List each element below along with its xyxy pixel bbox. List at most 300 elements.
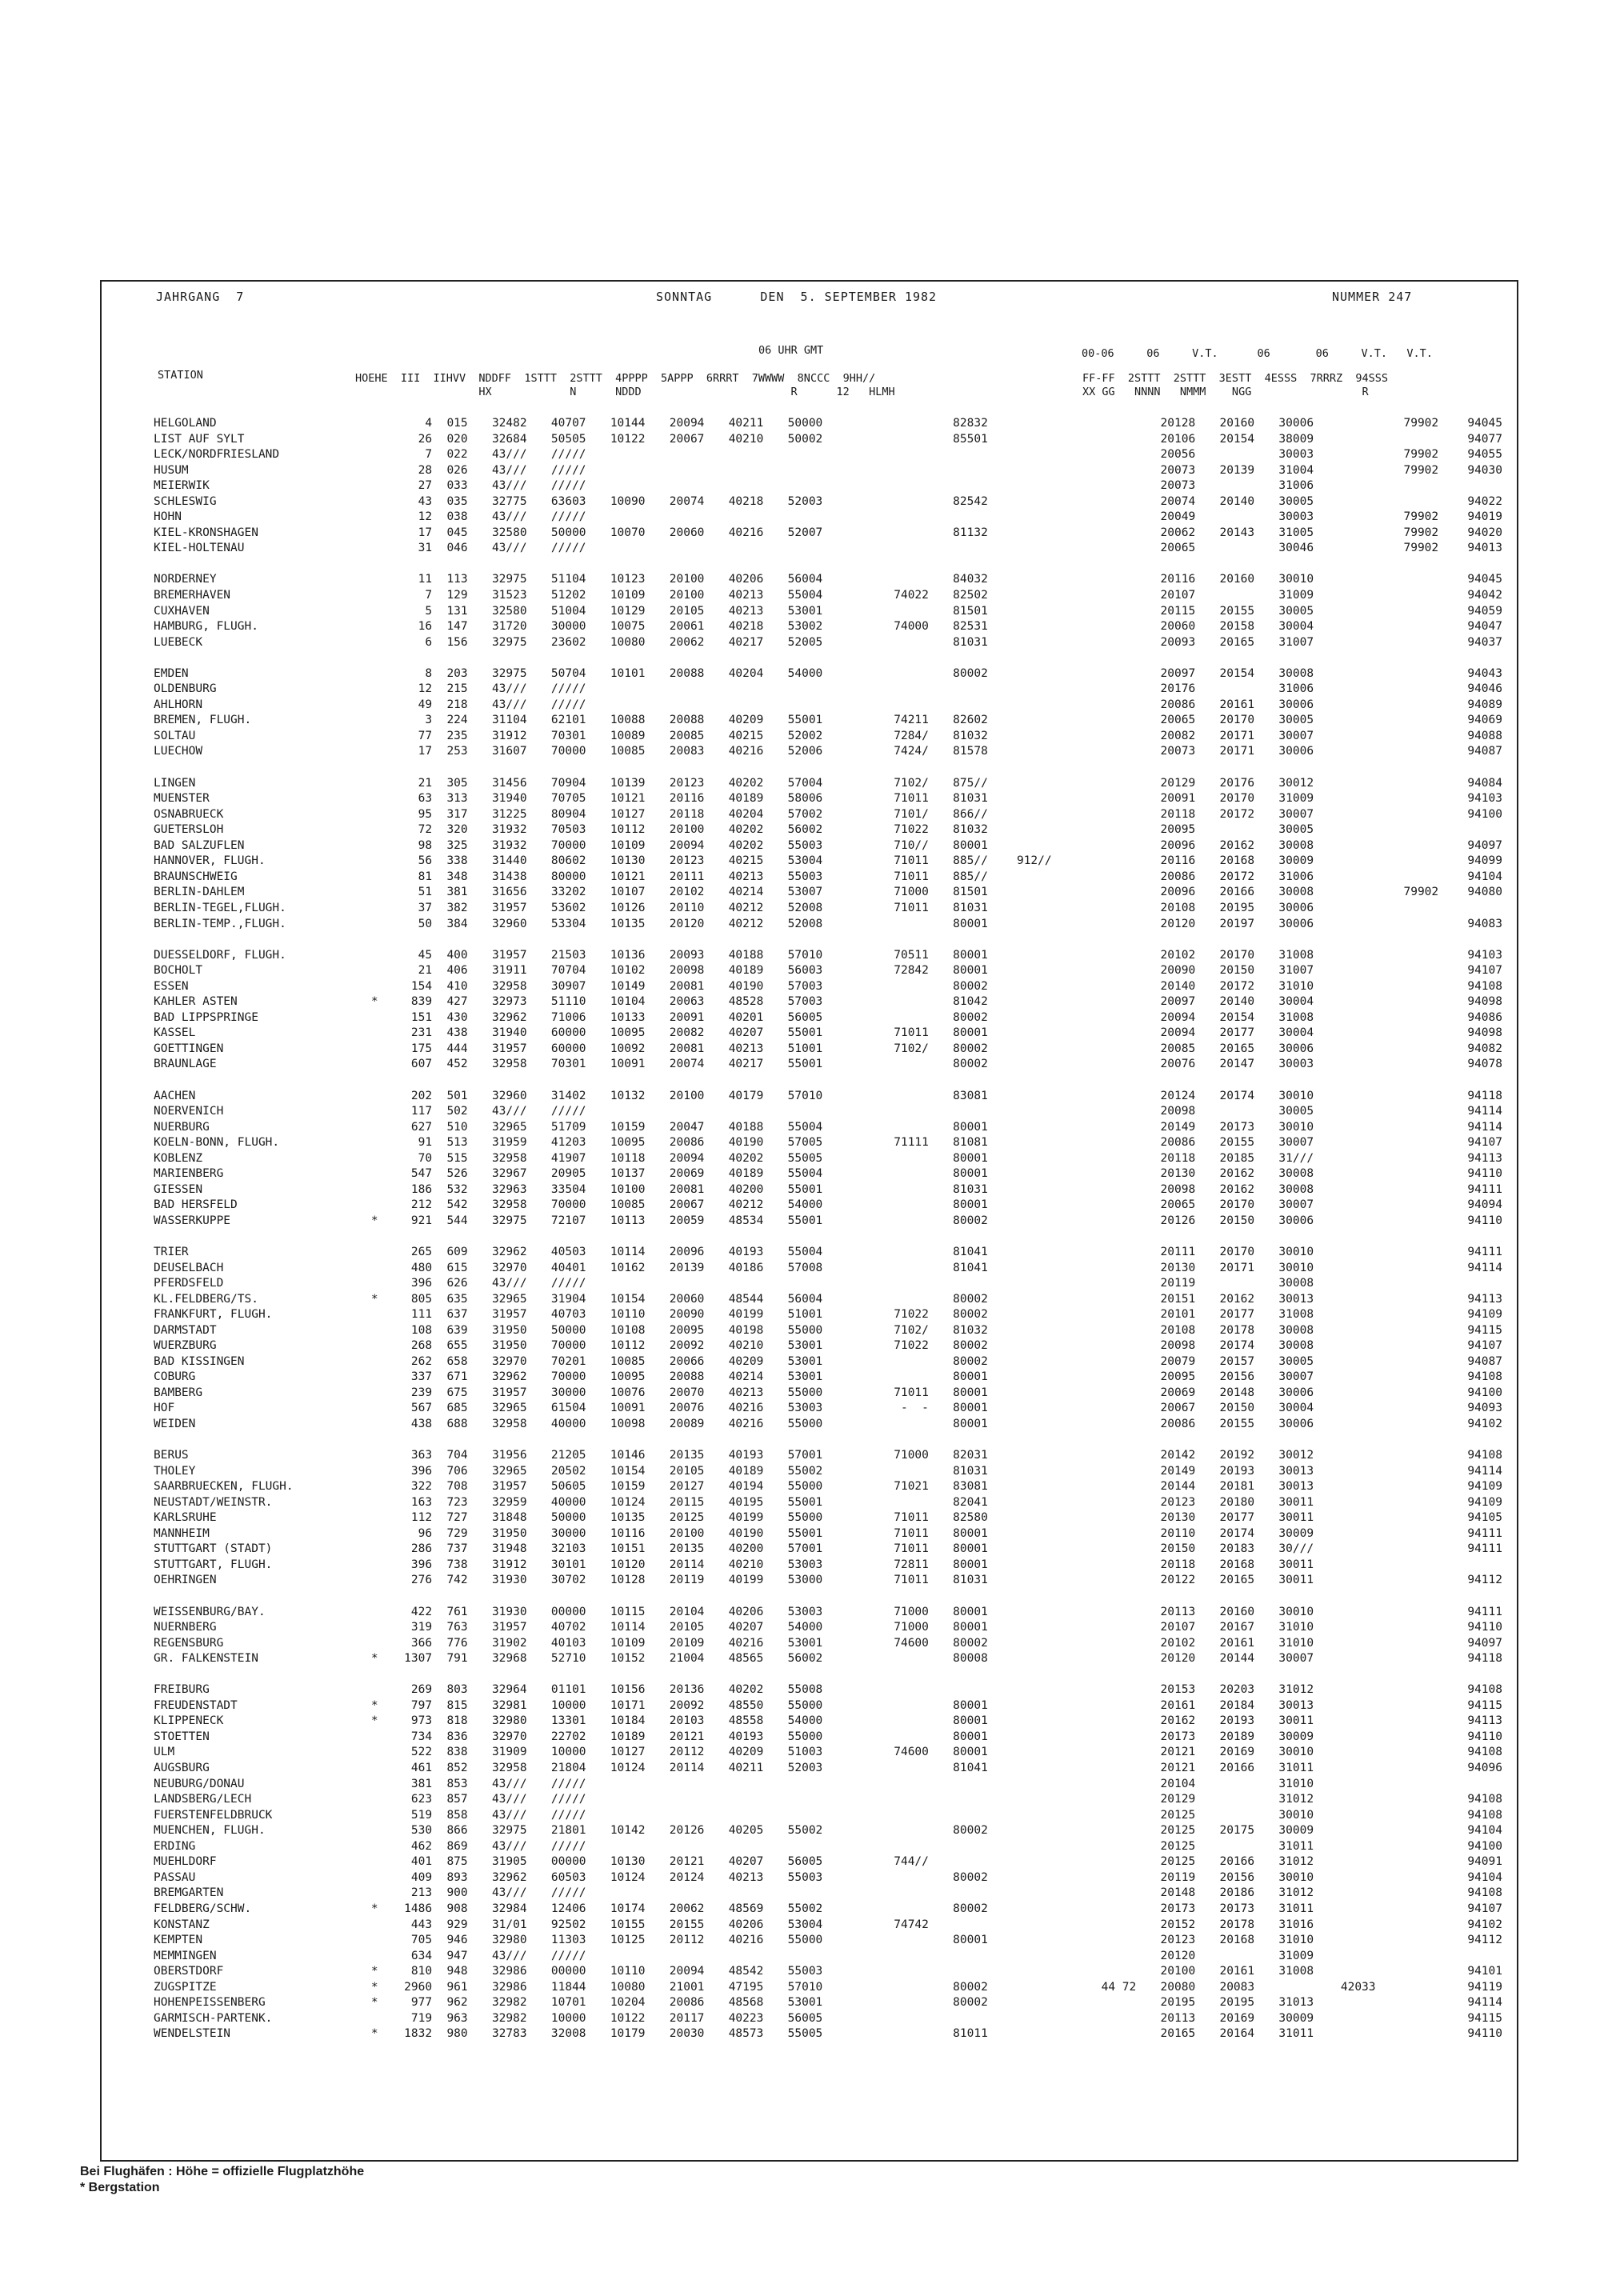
table-row <box>154 838 1506 854</box>
code-7wwww: 71011 <box>894 870 929 883</box>
code-9hh <box>991 635 1055 651</box>
station-name: FELDBERG/SCHW. <box>154 1902 252 1915</box>
table-row <box>154 1995 1506 2011</box>
code-9hh <box>991 1323 1055 1339</box>
code-nddff: 10000 <box>550 2011 586 2025</box>
code-7rrrz <box>1379 1949 1442 1965</box>
table-row <box>154 963 1506 979</box>
code-4esss <box>1317 1182 1378 1198</box>
code-4esss <box>1317 604 1378 620</box>
station-name: BOCHOLT <box>154 964 203 978</box>
code-7rrrz <box>1379 1307 1442 1323</box>
code-7rrrz <box>1379 744 1442 760</box>
code-2sttt-max: 20148 <box>1160 1886 1196 1900</box>
code-3estt: 30012 <box>1278 1449 1314 1462</box>
code-1sttt: 10139 <box>610 776 646 790</box>
code-94sss: 94045 <box>1467 573 1502 586</box>
table-row <box>154 1542 1506 1558</box>
code-nddff: ///// <box>550 682 586 696</box>
code-94sss: 94114 <box>1467 1261 1502 1274</box>
code-4esss <box>1317 1401 1378 1417</box>
code-2sttt-min <box>1198 1949 1258 1965</box>
code-4pppp: 40216 <box>728 1636 764 1650</box>
station-number: 947 <box>446 1949 468 1962</box>
station-name: WEISSENBURG/BAY. <box>154 1605 266 1618</box>
code-7rrrz <box>1379 432 1442 448</box>
code-1sttt: 10085 <box>610 1354 646 1368</box>
table-row <box>154 1495 1506 1511</box>
code-6rrrt <box>826 1605 868 1621</box>
code-7rrrz <box>1379 1777 1442 1793</box>
code-8nccc: 82041 <box>953 1495 988 1509</box>
table-row <box>154 447 1506 463</box>
code-4esss <box>1317 1042 1378 1058</box>
code-94sss: 94108 <box>1467 1746 1502 1759</box>
height-value: 319 <box>410 1621 433 1634</box>
code-8nccc: 80001 <box>953 1730 988 1743</box>
station-name: LECK/NORDFRIESLAND <box>154 448 280 462</box>
code-1sttt <box>590 1104 649 1120</box>
code-5appp: 51001 <box>787 1042 823 1055</box>
code-7rrrz <box>1379 572 1442 588</box>
mountain-mark <box>370 1354 390 1370</box>
code-5appp: 56004 <box>787 1292 823 1306</box>
height-value: 51 <box>418 886 433 899</box>
code-7wwww <box>868 1417 932 1433</box>
code-7wwww: 7102/ <box>894 1042 929 1055</box>
code-3estt: 31010 <box>1278 1621 1314 1634</box>
code-2sttt-min: 20161 <box>1219 1636 1255 1650</box>
code-7wwww <box>868 1089 932 1105</box>
code-4pppp: 40213 <box>728 1386 764 1399</box>
code-1sttt: 10125 <box>610 1934 646 1947</box>
code-4pppp: 48565 <box>728 1652 764 1666</box>
station-number: 348 <box>446 870 468 883</box>
code-9hh <box>991 979 1055 995</box>
table-row <box>154 1698 1506 1714</box>
code-4esss <box>1317 1620 1378 1636</box>
code-1sttt <box>590 1886 649 1902</box>
mountain-mark: * <box>370 1652 378 1666</box>
code-3estt: 31006 <box>1278 682 1314 696</box>
code-1sttt: 10149 <box>610 979 646 993</box>
code-7wwww <box>868 416 932 432</box>
code-2sttt-max: 20176 <box>1160 682 1196 696</box>
code-2sttt-max: 20144 <box>1160 1480 1196 1494</box>
code-4pppp: 48550 <box>728 1698 764 1712</box>
code-ff-ff <box>1055 744 1140 760</box>
height-value: 396 <box>410 1464 433 1478</box>
code-8nccc: 82602 <box>953 714 988 727</box>
code-8nccc <box>932 1792 991 1808</box>
code-nddff: 53304 <box>550 917 586 930</box>
code-7rrrz <box>1379 1823 1442 1839</box>
code-9hh <box>991 948 1055 964</box>
height-value: 337 <box>410 1370 433 1384</box>
code-7rrrz <box>1379 1479 1442 1495</box>
code-4pppp: 40223 <box>728 2011 764 2025</box>
code-2sttt-min: 20197 <box>1219 917 1255 930</box>
code-2sttt-max: 20056 <box>1160 448 1196 462</box>
mountain-mark <box>370 447 390 463</box>
code-4pppp: 40209 <box>728 1354 764 1368</box>
table-row <box>154 713 1506 729</box>
height-value: 627 <box>410 1120 433 1134</box>
code-94sss: 94084 <box>1467 776 1502 790</box>
code-7wwww <box>868 1354 932 1370</box>
code-2sttt-max: 20096 <box>1160 886 1196 899</box>
code-ff-ff <box>1055 588 1140 604</box>
code-9hh <box>991 1401 1055 1417</box>
code-5appp: 55004 <box>787 589 823 602</box>
table-row <box>154 494 1506 510</box>
code-2sttt: 20124 <box>669 1870 705 1884</box>
code-6rrrt <box>826 1714 868 1730</box>
code-4pppp: 40205 <box>728 1824 764 1838</box>
code-nddff: 70705 <box>550 792 586 806</box>
code-2sttt-max: 20116 <box>1160 854 1196 868</box>
code-2sttt-min <box>1198 822 1258 838</box>
code-3estt: 30009 <box>1278 1824 1314 1838</box>
station-number: 313 <box>446 792 468 806</box>
code-9hh <box>991 1918 1055 1934</box>
code-8nccc: 81031 <box>953 1464 988 1478</box>
code-nddff: 70301 <box>550 729 586 742</box>
code-nddff: 40103 <box>550 1636 586 1650</box>
code-4esss <box>1317 1307 1378 1323</box>
code-ff-ff <box>1055 416 1140 432</box>
code-4pppp: 40194 <box>728 1480 764 1494</box>
code-3estt: 31005 <box>1278 526 1314 539</box>
code-7wwww <box>868 698 932 714</box>
code-6rrrt <box>826 1854 868 1870</box>
code-7rrrz <box>1379 1980 1442 1996</box>
height-value: 623 <box>410 1793 433 1806</box>
code-5appp: 51003 <box>787 1746 823 1759</box>
code-4pppp: 40193 <box>728 1449 764 1462</box>
code-8nccc: 81031 <box>953 792 988 806</box>
code-6rrrt <box>826 1526 868 1542</box>
code-9hh <box>991 1870 1055 1886</box>
code-5appp: 55001 <box>787 1495 823 1509</box>
code-2sttt: 20100 <box>669 1526 705 1540</box>
table-row <box>154 1651 1506 1667</box>
code-6rrrt <box>826 838 868 854</box>
code-2sttt: 20120 <box>669 917 705 930</box>
code-94sss: 94119 <box>1467 1980 1502 1994</box>
code-iihvv: 31959 <box>491 1136 527 1150</box>
code-nddff: ///// <box>550 1793 586 1806</box>
code-7rrrz <box>1379 1417 1442 1433</box>
code-iihvv: 43/// <box>491 510 527 524</box>
code-94sss: 94100 <box>1467 1839 1502 1853</box>
code-2sttt: 20067 <box>669 1198 705 1212</box>
station-name: LUEBECK <box>154 635 203 649</box>
code-9hh <box>991 1745 1055 1761</box>
station-name: BREMEN, FLUGH. <box>154 714 252 727</box>
table-row <box>154 1448 1506 1464</box>
code-4esss <box>1317 1370 1378 1386</box>
code-nddff: 10701 <box>550 1996 586 2010</box>
code-9hh <box>991 1151 1055 1167</box>
code-94sss: 94104 <box>1467 870 1502 883</box>
station-name: KOELN-BONN, FLUGH. <box>154 1136 280 1150</box>
code-9hh <box>991 1198 1055 1214</box>
code-1sttt: 10091 <box>610 1058 646 1071</box>
code-7wwww <box>868 682 932 698</box>
station-name: SCHLESWIG <box>154 494 217 508</box>
code-8nccc: 81031 <box>953 1574 988 1587</box>
code-ff-ff <box>1055 541 1140 557</box>
code-4pppp <box>707 682 766 698</box>
code-6rrrt <box>826 1292 868 1308</box>
code-4esss <box>1317 713 1378 729</box>
code-1sttt: 10109 <box>610 589 646 602</box>
code-2sttt: 20111 <box>669 870 705 883</box>
table-row <box>154 1214 1506 1230</box>
code-8nccc <box>932 1682 991 1698</box>
code-ff-ff <box>1055 1839 1140 1855</box>
code-3estt: 31/// <box>1278 1151 1314 1165</box>
code-ff-ff <box>1055 1730 1140 1746</box>
code-iihvv: 31902 <box>491 1636 527 1650</box>
code-2sttt-max: 20162 <box>1160 1714 1196 1728</box>
code-6rrrt <box>826 1636 868 1652</box>
table-row <box>154 604 1506 620</box>
code-1sttt: 10133 <box>610 1010 646 1024</box>
code-2sttt: 20105 <box>669 1621 705 1634</box>
code-7rrrz <box>1379 948 1442 964</box>
code-9hh <box>991 1714 1055 1730</box>
height-value: 56 <box>418 854 433 868</box>
code-94sss: 94108 <box>1467 979 1502 993</box>
code-iihvv: 31957 <box>491 1386 527 1399</box>
mountain-mark <box>370 698 390 714</box>
code-4pppp: 40188 <box>728 1120 764 1134</box>
code-6rrrt <box>826 2011 868 2027</box>
code-3estt: 31009 <box>1278 1949 1314 1962</box>
code-3estt: 31009 <box>1278 792 1314 806</box>
code-4pppp: 40201 <box>728 1010 764 1024</box>
code-5appp: 57010 <box>787 948 823 962</box>
mountain-mark <box>370 917 390 933</box>
code-iihvv: 32958 <box>491 979 527 993</box>
code-4esss <box>1317 588 1378 604</box>
code-2sttt <box>648 1949 707 1965</box>
code-2sttt: 20070 <box>669 1386 705 1399</box>
station-name: SOLTAU <box>154 729 196 742</box>
code-8nccc: 80001 <box>953 1198 988 1212</box>
code-2sttt-max: 20121 <box>1160 1746 1196 1759</box>
code-1sttt: 10090 <box>610 494 646 508</box>
code-2sttt-max: 20096 <box>1160 838 1196 852</box>
code-4pppp: 40213 <box>728 1870 764 1884</box>
code-2sttt: 20096 <box>669 1245 705 1258</box>
code-3estt: 30011 <box>1278 1511 1314 1525</box>
code-4pppp: 48569 <box>728 1902 764 1915</box>
code-7rrrz <box>1379 1323 1442 1339</box>
code-ff-ff <box>1055 1166 1140 1182</box>
code-ff-ff <box>1055 1902 1140 1918</box>
code-1sttt: 10080 <box>610 1980 646 1994</box>
code-5appp: 53000 <box>787 1574 823 1587</box>
code-7rrrz: 79902 <box>1403 463 1439 477</box>
station-number: 022 <box>446 448 468 462</box>
code-6rrrt <box>826 619 868 635</box>
code-7rrrz <box>1379 1995 1442 2011</box>
code-1sttt: 10135 <box>610 1511 646 1525</box>
code-ff-ff <box>1055 510 1140 526</box>
code-94sss: 94080 <box>1467 886 1502 899</box>
code-6rrrt <box>826 1777 868 1793</box>
height-value: 81 <box>418 870 433 883</box>
code-7rrrz <box>1379 1682 1442 1698</box>
code-7rrrz <box>1379 1276 1442 1292</box>
code-4esss <box>1317 1135 1378 1151</box>
code-2sttt-max: 20062 <box>1160 526 1196 539</box>
code-3estt: 31011 <box>1278 1762 1314 1775</box>
code-5appp <box>766 1886 826 1902</box>
code-nddff: 10000 <box>550 1746 586 1759</box>
code-ff-ff <box>1055 494 1140 510</box>
code-1sttt: 10204 <box>610 1996 646 2010</box>
code-ff-ff <box>1055 1386 1140 1402</box>
station-number: 147 <box>446 620 468 634</box>
code-2sttt-max: 20098 <box>1160 1339 1196 1353</box>
code-8nccc: 80002 <box>953 1354 988 1368</box>
code-5appp: 55005 <box>787 2027 823 2041</box>
code-7rrrz <box>1379 822 1442 838</box>
station-name: OBERSTDORF <box>154 1965 224 1978</box>
code-iihvv: 31950 <box>491 1323 527 1337</box>
height-value: 175 <box>410 1042 433 1055</box>
code-3estt: 31010 <box>1278 1636 1314 1650</box>
code-2sttt: 20092 <box>669 1698 705 1712</box>
height-value: 396 <box>410 1558 433 1571</box>
code-5appp: 57001 <box>787 1542 823 1556</box>
height-value: 422 <box>410 1605 433 1618</box>
code-1sttt: 10129 <box>610 604 646 618</box>
code-8nccc: 80001 <box>953 1746 988 1759</box>
height-value: 522 <box>410 1746 433 1759</box>
code-2sttt-min: 20172 <box>1219 979 1255 993</box>
mountain-mark <box>370 1823 390 1839</box>
code-ff-ff <box>1055 1245 1140 1261</box>
station-name: GOETTINGEN <box>154 1042 224 1055</box>
code-1sttt: 10110 <box>610 1965 646 1978</box>
code-5appp: 55003 <box>787 1965 823 1978</box>
station-number: 542 <box>446 1198 468 1212</box>
table-row <box>154 1261 1506 1277</box>
code-94sss: 94107 <box>1467 1902 1502 1915</box>
code-2sttt-min: 20155 <box>1219 1136 1255 1150</box>
code-6rrrt <box>826 776 868 792</box>
code-4esss <box>1317 1902 1378 1918</box>
code-7rrrz <box>1379 791 1442 807</box>
code-7wwww <box>868 1730 932 1746</box>
code-8nccc: 81011 <box>953 2027 988 2041</box>
code-94sss: 94109 <box>1467 1308 1502 1322</box>
code-7wwww: 71022 <box>894 1339 929 1353</box>
code-94sss: 94037 <box>1467 635 1502 649</box>
code-8nccc: 80001 <box>953 838 988 852</box>
code-2sttt-max: 20107 <box>1160 589 1196 602</box>
code-2sttt <box>648 682 707 698</box>
code-2sttt-max: 20151 <box>1160 1292 1196 1306</box>
code-2sttt <box>648 1792 707 1808</box>
code-iihvv: 31950 <box>491 1526 527 1540</box>
mountain-mark <box>370 619 390 635</box>
code-2sttt-min: 20160 <box>1219 417 1255 430</box>
code-4pppp <box>707 1104 766 1120</box>
table-row <box>154 1636 1506 1652</box>
code-4esss <box>1317 1166 1378 1182</box>
code-ff-ff <box>1055 1323 1140 1339</box>
code-2sttt-min <box>1198 1777 1258 1793</box>
code-iihvv: 32982 <box>491 2011 527 2025</box>
station-number: 688 <box>446 1418 468 1430</box>
mountain-mark: * <box>370 1698 378 1712</box>
code-5appp: 54000 <box>787 1198 823 1212</box>
station-name: ERDING <box>154 1839 196 1853</box>
code-2sttt-max: 20080 <box>1160 1980 1196 1994</box>
table-row <box>154 744 1506 760</box>
code-9hh <box>991 1057 1055 1073</box>
mountain-mark <box>370 1854 390 1870</box>
code-ff-ff <box>1055 1714 1140 1730</box>
code-3estt: 31004 <box>1278 463 1314 477</box>
code-4pppp: 40210 <box>728 1558 764 1571</box>
station-number: 513 <box>446 1136 468 1150</box>
code-4esss <box>1317 1886 1378 1902</box>
code-6rrrt <box>826 666 868 682</box>
code-nddff: 62101 <box>550 714 586 727</box>
code-7wwww: 744// <box>894 1855 929 1869</box>
code-2sttt-max: 20102 <box>1160 948 1196 962</box>
code-2sttt: 20139 <box>669 1261 705 1274</box>
code-6rrrt <box>826 979 868 995</box>
station-name: BRAUNLAGE <box>154 1058 217 1071</box>
code-1sttt: 10130 <box>610 1855 646 1869</box>
code-4esss <box>1317 1730 1378 1746</box>
height-value: 322 <box>410 1480 433 1494</box>
code-7wwww <box>868 1370 932 1386</box>
code-7wwww: 71011 <box>894 854 929 868</box>
code-2sttt: 20123 <box>669 854 705 868</box>
code-9hh <box>991 994 1055 1010</box>
code-nddff: 40000 <box>550 1418 586 1430</box>
height-value: 797 <box>410 1698 433 1712</box>
code-iihvv: 32980 <box>491 1934 527 1947</box>
code-nddff: 10000 <box>550 1698 586 1712</box>
code-1sttt: 10120 <box>610 1558 646 1571</box>
code-nddff: ///// <box>550 698 586 711</box>
station-name: REGENSBURG <box>154 1636 224 1650</box>
code-3estt: 31006 <box>1278 479 1314 493</box>
code-7rrrz <box>1379 1636 1442 1652</box>
code-nddff: 50505 <box>550 432 586 446</box>
code-2sttt-min: 20169 <box>1219 1746 1255 1759</box>
table-row <box>154 463 1506 479</box>
code-2sttt: 20115 <box>669 1495 705 1509</box>
code-1sttt: 10174 <box>610 1902 646 1915</box>
code-ff-ff <box>1055 1182 1140 1198</box>
code-8nccc: 80001 <box>953 1402 988 1415</box>
code-2sttt-min <box>1198 1276 1258 1292</box>
code-nddff: 11844 <box>550 1980 586 1994</box>
height-value: 276 <box>410 1574 433 1587</box>
code-4esss <box>1317 572 1378 588</box>
